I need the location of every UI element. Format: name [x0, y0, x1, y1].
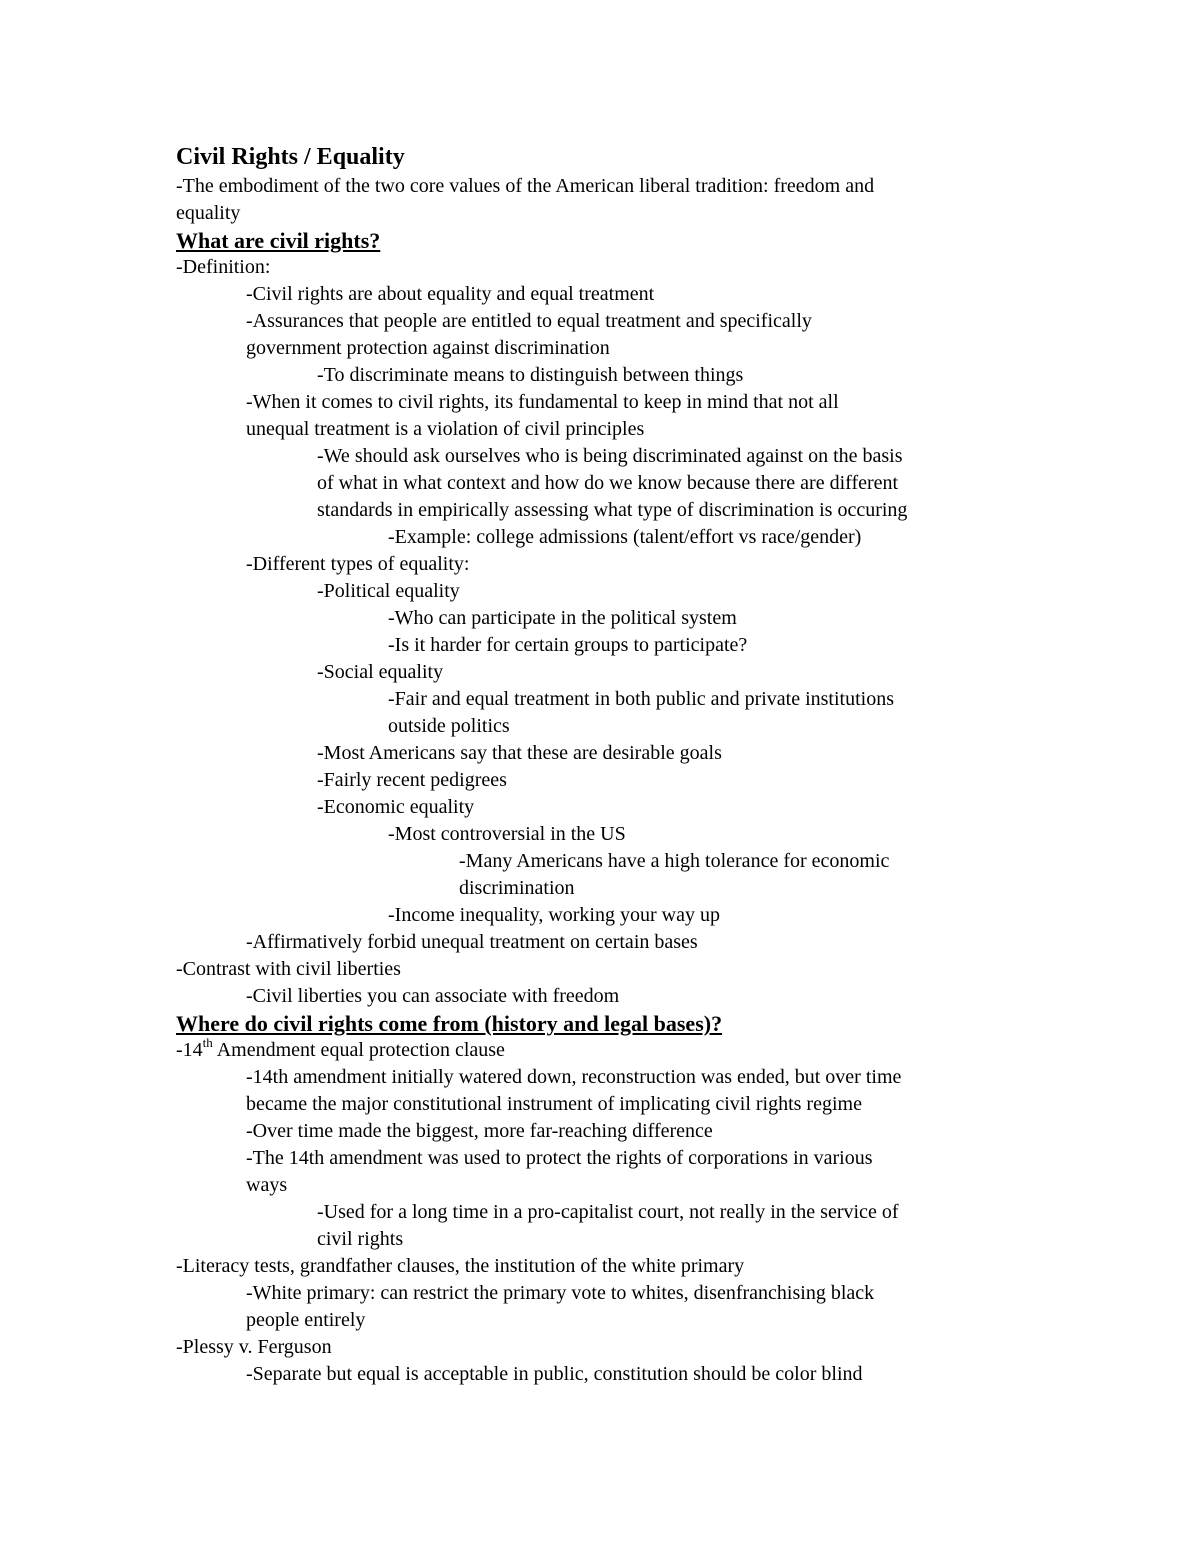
text-line	[176, 173, 1036, 200]
line-text: -Separate but equal is acceptable in public, constitution should be color blind	[246, 1363, 863, 1385]
line-text: of what in what context and how do we know because there are different	[317, 472, 899, 494]
line-text: -To discriminate means to distinguish between things	[317, 364, 744, 386]
text-line	[176, 686, 1036, 713]
text-line	[176, 875, 1036, 902]
section-heading	[176, 227, 1036, 254]
text-line	[176, 551, 1036, 578]
document-body	[176, 173, 1036, 1388]
text-line	[176, 1118, 1036, 1145]
line-text: -Different types of equality:	[246, 553, 470, 575]
line-text: -Definition:	[176, 256, 271, 278]
text-line	[176, 1334, 1036, 1361]
text-line	[176, 443, 1036, 470]
text-line	[176, 497, 1036, 524]
line-text: -We should ask ourselves who is being discriminated against on the basis	[317, 445, 903, 467]
line-text: discrimination	[459, 877, 575, 899]
line-text: -Political equality	[317, 580, 460, 602]
text-line	[176, 1361, 1036, 1388]
line-text: -Fair and equal treatment in both public and private institutions	[388, 688, 894, 710]
line-text: -When it comes to civil rights, its fundamental to keep in mind that not all	[246, 391, 839, 413]
text-line	[176, 1199, 1036, 1226]
line-text: -14	[176, 1039, 203, 1061]
line-text: -Civil rights are about equality and equal treatment	[246, 283, 655, 305]
text-line	[176, 794, 1036, 821]
line-text: outside politics	[388, 715, 510, 737]
line-text: -White primary: can restrict the primary vote to whites, disenfranchising black	[246, 1282, 875, 1304]
line-text: government protection against discrimination	[246, 337, 610, 359]
line-text: ways	[246, 1174, 288, 1196]
line-text: -Who can participate in the political system	[388, 607, 737, 629]
text-line	[176, 281, 1036, 308]
line-text: -Social equality	[317, 661, 444, 683]
line-text: -Fairly recent pedigrees	[317, 769, 507, 791]
line-text: -The 14th amendment was used to protect the rights of corporations in various	[246, 1147, 873, 1169]
text-line	[176, 1307, 1036, 1334]
text-line	[176, 416, 1036, 443]
line-text: -Most Americans say that these are desirable goals	[317, 742, 722, 764]
text-line	[176, 1037, 1036, 1064]
text-line	[176, 713, 1036, 740]
text-line	[176, 200, 1036, 227]
text-line	[176, 956, 1036, 983]
line-text: -Civil liberties you can associate with freedom	[246, 985, 620, 1007]
line-text: -Over time made the biggest, more far-reaching difference	[246, 1120, 713, 1142]
line-text: -Income inequality, working your way up	[388, 904, 720, 926]
section-heading	[176, 1010, 1036, 1037]
text-line	[176, 362, 1036, 389]
line-text: -Economic equality	[317, 796, 475, 818]
line-text: -Affirmatively forbid unequal treatment on certain bases	[246, 931, 698, 953]
text-line	[176, 929, 1036, 956]
line-text: -The embodiment of the two core values of the American liberal tradition: freedom and	[176, 175, 875, 197]
line-text: -Is it harder for certain groups to participate?	[388, 634, 748, 656]
line-text: became the major constitutional instrument of implicating civil rights regime	[246, 1093, 862, 1115]
text-line	[176, 1172, 1036, 1199]
line-text: standards in empirically assessing what type of discrimination is occuring	[317, 499, 908, 521]
line-text: -Used for a long time in a pro-capitalist court, not really in the service of	[317, 1201, 899, 1223]
text-line	[176, 632, 1036, 659]
line-text: -Most controversial in the US	[388, 823, 626, 845]
line-text: -Literacy tests, grandfather clauses, the institution of the white primary	[176, 1255, 745, 1277]
text-line	[176, 1145, 1036, 1172]
text-line	[176, 848, 1036, 875]
text-line	[176, 578, 1036, 605]
text-line	[176, 389, 1036, 416]
text-line	[176, 1091, 1036, 1118]
text-line	[176, 524, 1036, 551]
line-text: civil rights	[317, 1228, 404, 1250]
text-line	[176, 470, 1036, 497]
line-text: What are civil rights?	[176, 228, 381, 253]
text-line	[176, 254, 1036, 281]
line-text: Where do civil rights come from (history and legal bases)?	[176, 1011, 723, 1036]
text-line	[176, 659, 1036, 686]
line-text: -Example: college admissions (talent/effort vs race/gender)	[388, 526, 862, 548]
text-line	[176, 1064, 1036, 1091]
text-line	[176, 1226, 1036, 1253]
line-text-tail: Amendment equal protection clause	[212, 1039, 505, 1061]
line-text: -14th amendment initially watered down, reconstruction was ended, but over time	[246, 1066, 902, 1088]
text-line	[176, 335, 1036, 362]
line-text: -Contrast with civil liberties	[176, 958, 401, 980]
line-text: -Plessy v. Ferguson	[176, 1336, 332, 1358]
line-text: people entirely	[246, 1309, 366, 1331]
text-line	[176, 1280, 1036, 1307]
text-line	[176, 308, 1036, 335]
text-line	[176, 983, 1036, 1010]
line-text: -Many Americans have a high tolerance for economic	[459, 850, 890, 872]
superscript: th	[202, 1035, 213, 1051]
line-text: unequal treatment is a violation of civil principles	[246, 418, 645, 440]
text-line	[176, 902, 1036, 929]
page-title: Civil Rights / Equality	[176, 144, 405, 170]
text-line	[176, 767, 1036, 794]
text-line	[176, 740, 1036, 767]
line-text: equality	[176, 202, 241, 224]
text-line	[176, 1253, 1036, 1280]
line-text: -Assurances that people are entitled to equal treatment and specifically	[246, 310, 812, 332]
text-line	[176, 605, 1036, 632]
text-line	[176, 821, 1036, 848]
